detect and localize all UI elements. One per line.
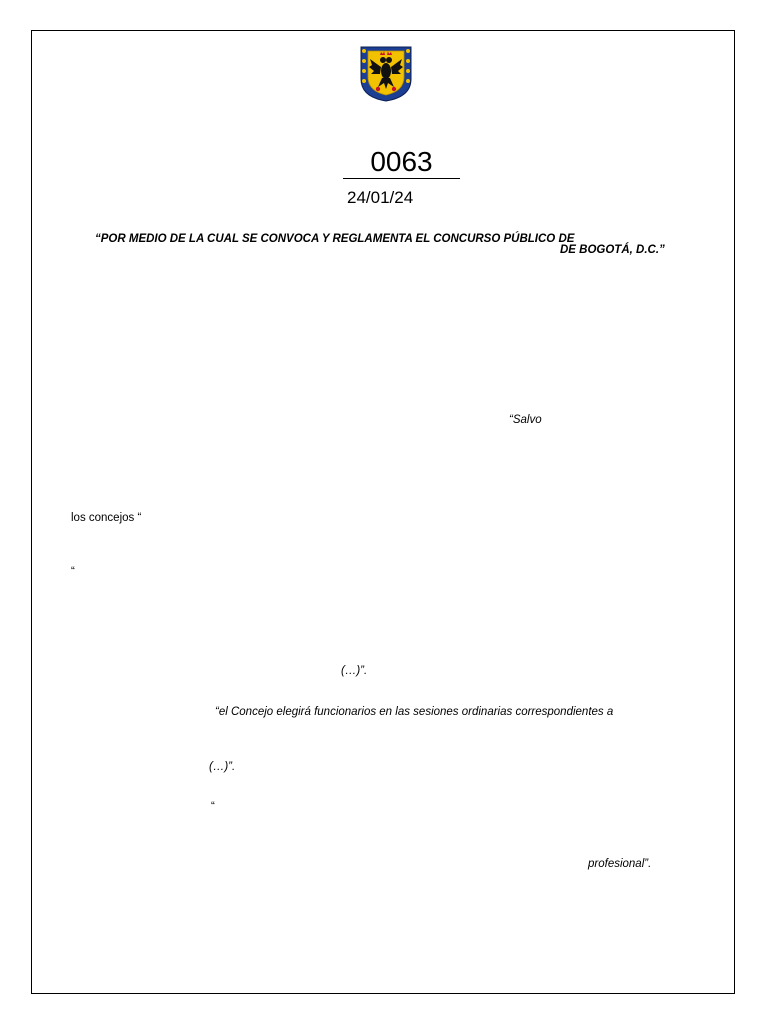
document-number: 0063: [370, 146, 433, 177]
body-fragment-open-quote-2: “: [211, 801, 215, 813]
body-fragment-ellipsis-1: (…)”.: [341, 665, 368, 677]
body-fragment-salvo: “Salvo: [509, 414, 542, 426]
document-title-line-1: “POR MEDIO DE LA CUAL SE CONVOCA Y REGLAMENTA EL CONCURSO PÚBLICO DE: [95, 233, 575, 245]
document-title-line-2: DE BOGOTÁ, D.C.”: [560, 244, 665, 256]
body-fragment-concejo-quote: “el Concejo elegirá funcionarios en las sesiones ordinarias correspondientes a: [215, 706, 614, 718]
body-fragment-profesional: profesional”.: [588, 858, 652, 870]
bogota-coat-of-arms-logo: [358, 43, 414, 103]
document-number-underline: [343, 178, 460, 179]
body-fragment-open-quote: “: [71, 566, 75, 578]
body-fragment-ellipsis-2: (…)”.: [209, 761, 236, 773]
document-date: 24/01/24: [347, 188, 414, 207]
body-fragment-los-concejos: los concejos “: [71, 512, 142, 524]
